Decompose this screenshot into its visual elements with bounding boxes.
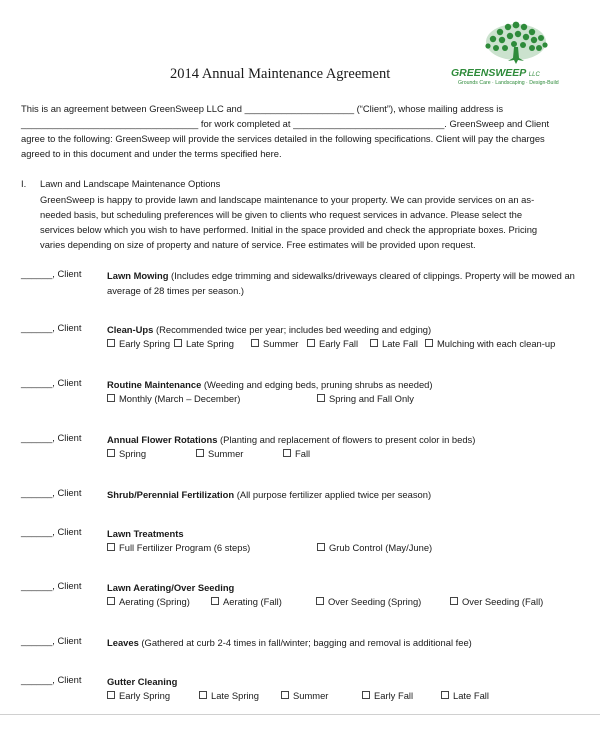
greensweep-logo	[448, 20, 584, 90]
service-options	[107, 690, 587, 704]
checkbox-icon[interactable]	[174, 339, 182, 347]
option-label: Fall	[295, 448, 311, 459]
checkbox-icon[interactable]	[370, 339, 378, 347]
checkbox-icon[interactable]	[107, 691, 115, 699]
service-options	[107, 596, 587, 610]
service-name: Leaves	[107, 637, 139, 648]
option-label: Late Fall	[382, 338, 418, 349]
service-detail: (Gathered at curb 2-4 times in fall/winter; bagging and removal is additional fee)	[138, 637, 472, 648]
option-label: Monthly (March – December)	[119, 393, 241, 404]
checkbox-icon[interactable]	[196, 449, 204, 457]
option-checkbox[interactable]	[107, 542, 250, 553]
option-checkbox[interactable]	[199, 690, 259, 701]
section-heading	[21, 178, 220, 189]
service-name: Clean-Ups	[107, 324, 154, 335]
option-label: Late Fall	[453, 690, 489, 701]
checkbox-icon[interactable]	[307, 339, 315, 347]
option-label: Early Fall	[374, 690, 414, 701]
option-checkbox[interactable]	[307, 338, 358, 349]
service-detail: (All purpose fertilizer applied twice per season)	[234, 489, 432, 500]
option-label: Spring	[119, 448, 147, 459]
service-description	[107, 432, 577, 447]
service-description	[107, 580, 577, 595]
checkbox-icon[interactable]	[283, 449, 291, 457]
service-detail: (Includes edge trimming and sidewalks/driveways cleared of clippings. Property will be mowed an average of 28 times per season.)	[107, 270, 575, 296]
option-label: Summer	[208, 448, 244, 459]
checkbox-icon[interactable]	[107, 597, 115, 605]
option-label: Late Spring	[186, 338, 234, 349]
option-label: Early Spring	[119, 338, 171, 349]
option-label: Grub Control (May/June)	[329, 542, 433, 553]
option-label: Early Spring	[119, 690, 171, 701]
service-options	[107, 542, 587, 556]
checkbox-icon[interactable]	[317, 394, 325, 402]
client-initial-field[interactable]: ______, Client	[21, 487, 82, 498]
checkbox-icon[interactable]	[316, 597, 324, 605]
service-name: Shrub/Perennial Fertilization	[107, 489, 235, 500]
checkbox-icon[interactable]	[107, 543, 115, 551]
service-detail: (Weeding and edging beds, pruning shrubs as needed)	[201, 379, 433, 390]
client-initial-field[interactable]: ______, Client	[21, 377, 82, 388]
service-name: Routine Maintenance	[107, 379, 202, 390]
option-checkbox[interactable]	[107, 338, 170, 349]
service-description	[107, 487, 577, 502]
client-initial-field[interactable]: ______, Client	[21, 526, 82, 537]
option-checkbox[interactable]	[107, 448, 146, 459]
service-name: Lawn Treatments	[107, 528, 184, 539]
option-label: Early Fall	[319, 338, 359, 349]
client-initial-field[interactable]: ______, Client	[21, 432, 82, 443]
option-checkbox[interactable]	[283, 448, 310, 459]
service-detail: (Recommended twice per year; includes bed weeding and edging)	[153, 324, 432, 335]
option-checkbox[interactable]	[425, 338, 555, 349]
client-initial-field[interactable]: ______, Client	[21, 580, 82, 591]
option-checkbox[interactable]	[362, 690, 413, 701]
checkbox-icon[interactable]	[251, 339, 259, 347]
option-checkbox[interactable]	[450, 596, 543, 607]
checkbox-icon[interactable]	[450, 597, 458, 605]
option-label: Summer	[293, 690, 329, 701]
option-checkbox[interactable]	[107, 596, 190, 607]
checkbox-icon[interactable]	[425, 339, 433, 347]
option-label: Summer	[263, 338, 299, 349]
intro-paragraph: This is an agreement between GreenSweep LLC and _____________________ (“Client”), whose mailing address is __________________________________ for work completed at _____________________________. GreenSweep and Client agree to the following: GreenSweep will provide the services detailed in the following specifications. Client will pay the charges agreed to in this document and under the terms specified here.	[21, 103, 550, 159]
service-options	[107, 393, 587, 407]
service-name: Lawn Aerating/Over Seeding	[107, 582, 235, 593]
option-checkbox[interactable]	[316, 596, 421, 607]
logo-tagline: Grounds Care · Landscaping · Design-Build	[458, 80, 559, 86]
option-checkbox[interactable]	[174, 338, 234, 349]
client-initial-field[interactable]: ______, Client	[21, 268, 82, 279]
option-checkbox[interactable]	[281, 690, 328, 701]
option-checkbox[interactable]	[370, 338, 418, 349]
option-label: Late Spring	[211, 690, 259, 701]
option-checkbox[interactable]	[107, 393, 240, 404]
checkbox-icon[interactable]	[107, 394, 115, 402]
checkbox-icon[interactable]	[107, 339, 115, 347]
checkbox-icon[interactable]	[281, 691, 289, 699]
option-checkbox[interactable]	[107, 690, 170, 701]
option-label: Mulching with each clean-up	[437, 338, 556, 349]
option-label: Aerating (Fall)	[223, 596, 282, 607]
client-initial-field[interactable]: ______, Client	[21, 322, 82, 333]
checkbox-icon[interactable]	[441, 691, 449, 699]
service-description	[107, 377, 577, 392]
service-name: Gutter Cleaning	[107, 676, 178, 687]
checkbox-icon[interactable]	[211, 597, 219, 605]
service-description	[107, 526, 577, 541]
option-label: Over Seeding (Spring)	[328, 596, 422, 607]
option-label: Spring and Fall Only	[329, 393, 414, 404]
service-name: Lawn Mowing	[107, 270, 169, 281]
option-checkbox[interactable]	[251, 338, 298, 349]
checkbox-icon[interactable]	[199, 691, 207, 699]
client-initial-field[interactable]: ______, Client	[21, 674, 82, 685]
option-checkbox[interactable]	[196, 448, 243, 459]
option-checkbox[interactable]	[317, 542, 432, 553]
checkbox-icon[interactable]	[362, 691, 370, 699]
service-name: Annual Flower Rotations	[107, 434, 218, 445]
option-checkbox[interactable]	[317, 393, 414, 404]
service-options	[107, 338, 587, 352]
service-options	[107, 448, 587, 462]
section-number: I.	[21, 178, 27, 189]
page-divider	[0, 714, 600, 715]
option-label: Full Fertilizer Program (6 steps)	[119, 542, 251, 553]
option-checkbox[interactable]	[211, 596, 282, 607]
checkbox-icon[interactable]	[317, 543, 325, 551]
checkbox-icon[interactable]	[107, 449, 115, 457]
service-detail: (Planting and replacement of flowers to present color in beds)	[217, 434, 476, 445]
client-initial-field[interactable]: ______, Client	[21, 635, 82, 646]
option-label: Over Seeding (Fall)	[462, 596, 544, 607]
option-checkbox[interactable]	[441, 690, 489, 701]
service-description	[107, 635, 577, 650]
section-title: Lawn and Landscape Maintenance Options	[40, 178, 221, 189]
service-description	[107, 322, 577, 337]
option-label: Aerating (Spring)	[119, 596, 190, 607]
page-title: 2014 Annual Maintenance Agreement	[170, 66, 391, 82]
service-description	[107, 268, 577, 298]
service-description	[107, 674, 577, 689]
logo-brand: GREENSWEEP LLC	[451, 67, 540, 79]
section-body: GreenSweep is happy to provide lawn and landscape maintenance to your property. We can provide services on an as-needed basis, but scheduling preferences will be given to clients who request services in advance. Please select the services below which you wish to have performed. Initial in the space provided and check the appropriate boxes. Pricing varies depending on size of property and nature of service. Free estimates will be provided upon request.	[40, 194, 538, 250]
